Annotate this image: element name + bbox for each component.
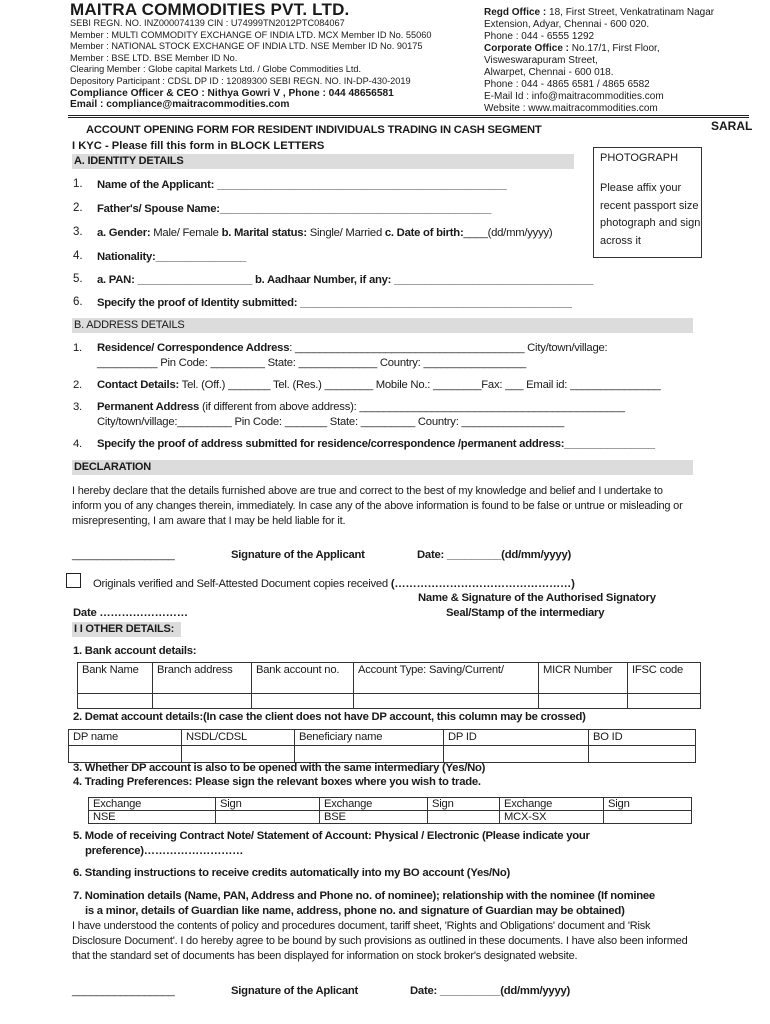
bo-id-input[interactable] (589, 746, 696, 763)
bse-sign-box[interactable] (428, 811, 500, 824)
contract-note-mode-preference[interactable]: preference)……………………… (85, 845, 244, 857)
table-header-cell: Bank Name (78, 663, 153, 694)
demat-details-table (68, 729, 696, 763)
permanent-address-line2[interactable]: City/town/village:_________ Pin Code: _______ State: _________ Country: _________________ (97, 416, 565, 428)
saral-label: SARAL (711, 119, 753, 133)
registration-line: Clearing Member : Globe capital Markets Ltd. / Globe Commodities Ltd. (70, 64, 362, 75)
item-number: 4. (73, 438, 82, 450)
understanding-declaration: I have understood the contents of policy and procedures document, tariff sheet, 'Rights and Obligations' document and 'Risk Disclosure Document'. I do hereby agree to be bound by such provisions as outlined in these documents. I have also been informed that the standard set of documents has been displayed for information on stock broker's designated website. (72, 920, 688, 962)
dp-account-question: 3. Whether DP account is also to be opened with the same intermediary (Yes/No) (73, 762, 486, 774)
corporate-office-line: Visweswarapuram Street, (484, 55, 598, 66)
compliance-email: Email : compliance@maitracommodities.com (70, 99, 290, 111)
final-signature-label: Signature of the Aplicant (231, 985, 359, 997)
applicant-signature-blank[interactable]: _________________ (72, 549, 175, 561)
photograph-box[interactable] (593, 147, 702, 258)
compliance-officer: Compliance Officer & CEO : Nithya Gowri V , Phone : 044 48656581 (70, 87, 394, 99)
registration-line: Depository Participant : CDSL DP ID : 12089300 SEBI REGN. NO. IN-DP-430-2019 (70, 75, 411, 86)
table-row (69, 730, 696, 746)
final-signature-blank[interactable]: _________________ (72, 985, 175, 997)
regd-office-phone: Phone : 044 - 6555 1292 (484, 31, 595, 42)
section-heading: DECLARATION (74, 461, 152, 473)
company-registration-info (70, 18, 431, 111)
table-header-cell: Beneficiary name (295, 730, 444, 746)
item-number: 2. (73, 202, 83, 214)
table-header-cell: Exchange (500, 798, 604, 811)
item-number: 1. (73, 342, 82, 354)
header-divider (68, 117, 749, 118)
declaration-text: I hereby declare that the details furnished above are true and correct to the best of my knowledge and belief and I undertake to inform you of any changes therein, immediately. In case any of the above information is found to be false or untrue or misleading or misrepresenting, I am aware that I may be held liable for it. (72, 485, 683, 527)
section-address-details (72, 318, 693, 333)
registration-line: SEBI REGN. NO. INZ000074139 CIN : U74999TN2012PTC084067 (70, 18, 345, 28)
office-addresses (484, 7, 714, 115)
beneficiary-name-input[interactable] (295, 746, 444, 763)
bank-name-input[interactable] (78, 694, 153, 709)
company-name: MAITRA COMMODITIES PVT. LTD. (70, 0, 350, 19)
regd-office-line: 18, First Street, Venkatratinam Nagar (546, 7, 715, 18)
table-row[interactable] (69, 746, 696, 763)
branch-address-input[interactable] (153, 694, 252, 709)
item-number: 3. (73, 401, 82, 413)
ifsc-input[interactable] (628, 694, 701, 709)
registration-line: Member : MULTI COMMODITY EXCHANGE OF INDIA LTD. MCX Member ID No. 55060 (70, 29, 432, 40)
table-header-cell: Exchange (89, 798, 216, 811)
website: Website : www.maitracommodities.com (484, 103, 658, 114)
corporate-office-line: Alwarpet, Chennai - 600 018. (484, 67, 614, 78)
table-header-cell: BO ID (589, 730, 696, 746)
identity-proof-field[interactable]: Specify the proof of Identity submitted: _____________________________________________ (97, 297, 572, 309)
item-number: 3. (73, 226, 83, 238)
trading-preferences-table (88, 797, 692, 824)
exchange-nse-label: NSE (89, 811, 216, 824)
account-type-input[interactable] (354, 694, 539, 709)
table-header-cell: Exchange (320, 798, 428, 811)
photograph-instructions: Please affix your recent passport size photograph and sign across it (600, 182, 701, 247)
table-row (78, 663, 701, 694)
originals-verified-checkbox[interactable] (66, 573, 81, 588)
exchange-bse-label: BSE (320, 811, 428, 824)
section-heading: A. IDENTITY DETAILS (74, 155, 184, 167)
intermediary-date-field[interactable]: Date …………………… (73, 607, 188, 619)
regd-office-label: Regd Office : (484, 7, 547, 18)
form-title: ACCOUNT OPENING FORM FOR RESIDENT INDIVIDUALS TRADING IN CASH SEGMENT (86, 124, 542, 136)
table-row (89, 798, 692, 811)
address-proof-field[interactable]: Specify the proof of address submitted for residence/correspondence /permanent address:_______________ (97, 438, 655, 450)
originals-verified-text: Originals verified and Self-Attested Document copies received (…………………………………………) (93, 578, 575, 590)
table-row[interactable] (78, 694, 701, 709)
section-heading: I I OTHER DETAILS: (74, 623, 175, 635)
standing-instructions-question: 6. Standing instructions to receive credits automatically into my BO account (Yes/No) (73, 867, 511, 879)
nse-sign-box[interactable] (216, 811, 320, 824)
micr-input[interactable] (539, 694, 628, 709)
corporate-office-label: Corporate Office : (484, 43, 570, 54)
applicant-signature-label: Signature of the Applicant (231, 549, 365, 561)
table-header-cell: Bank account no. (252, 663, 354, 694)
bank-details-table (77, 662, 701, 709)
photograph-title: PHOTOGRAPH (600, 152, 679, 164)
dp-name-input[interactable] (69, 746, 182, 763)
applicant-signature-date[interactable]: Date: _________(dd/mm/yyyy) (417, 549, 572, 561)
final-signature-date[interactable]: Date: __________(dd/mm/yyyy) (410, 985, 571, 997)
father-spouse-name-field[interactable]: Father's/ Spouse Name:_____________________________________________ (97, 203, 492, 215)
table-header-cell: NSDL/CDSL (182, 730, 295, 746)
residence-address-line2[interactable]: __________ Pin Code: _________ State: _____________ Country: _________________ (97, 357, 527, 369)
nationality-field[interactable]: Nationality:_______________ (97, 251, 247, 263)
nomination-details-question-line2: is a minor, details of Guardian like name, address, phone no. and signature of Guardian may be obtained) (85, 905, 625, 917)
section-other-details (72, 622, 181, 637)
header-divider (68, 115, 749, 116)
mcx-sign-box[interactable] (604, 811, 692, 824)
item-number: 4. (73, 250, 83, 262)
table-header-cell: DP ID (444, 730, 589, 746)
item-number: 6. (73, 296, 83, 308)
table-header-cell: Account Type: Saving/Current/ (354, 663, 539, 694)
registration-line: Member : BSE LTD. BSE Member ID No. (70, 52, 238, 63)
table-header-cell: IFSC code (628, 663, 701, 694)
table-header-cell: MICR Number (539, 663, 628, 694)
registration-line: Member : NATIONAL STOCK EXCHANGE OF INDIA LTD. NSE Member ID No. 90175 (70, 41, 423, 52)
declaration-band (72, 460, 693, 475)
corporate-office-line: No.17/1, First Floor, (569, 43, 660, 54)
applicant-name-field[interactable]: Name of the Applicant: ________________________________________________ (97, 179, 507, 191)
table-header-cell: Sign (428, 798, 500, 811)
gender-marital-dob-field[interactable]: a. Gender: Male/ Female b. Marital status: Single/ Married c. Date of birth:____(dd/mm/yyyy) (97, 227, 553, 239)
section-heading: B. ADDRESS DETAILS (74, 319, 185, 331)
permanent-address-field[interactable]: Permanent Address (if different from above address): ____________________________________________ (97, 401, 625, 413)
dp-id-input[interactable] (444, 746, 589, 763)
bank-heading: 1. Bank account details: (73, 645, 197, 657)
table-row[interactable] (89, 811, 692, 824)
bank-account-input[interactable] (252, 694, 354, 709)
item-number: 5. (73, 273, 83, 285)
authorised-signatory-label: Name & Signature of the Authorised Signatory (418, 592, 656, 604)
table-header-cell: DP name (69, 730, 182, 746)
section-identity-details (72, 154, 574, 169)
residence-address-field[interactable]: Residence/ Correspondence Address: ______________________________________ City/town/village: (97, 342, 608, 354)
item-number: 1. (73, 178, 83, 190)
nomination-details-question: 7. Nomination details (Name, PAN, Address and Phone no. of nominee); relationship with the nominee (If nominee (73, 890, 655, 902)
trading-preferences-heading: 4. Trading Preferences: Please sign the relevant boxes where you wish to trade. (73, 776, 481, 788)
pan-aadhaar-field[interactable]: a. PAN: ___________________ b. Aadhaar Number, if any: _________________________________ (97, 274, 594, 286)
nsdl-cdsl-input[interactable] (182, 746, 295, 763)
corporate-office-phone: Phone : 044 - 4865 6581 / 4865 6582 (484, 79, 650, 90)
seal-stamp-label: Seal/Stamp of the intermediary (446, 607, 605, 619)
kyc-instruction: I KYC - Please fill this form in BLOCK LETTERS (72, 140, 325, 152)
table-header-cell: Sign (216, 798, 320, 811)
contract-note-mode-question[interactable]: 5. Mode of receiving Contract Note/ Statement of Account: Physical / Electronic (Please indicate your (73, 830, 590, 842)
regd-office-line: Extension, Adyar, Chennai - 600 020. (484, 19, 650, 30)
demat-heading: 2. Demat account details:(In case the client does not have DP account, this column may be crossed) (73, 711, 586, 723)
table-header-cell: Sign (604, 798, 692, 811)
item-number: 2. (73, 379, 82, 391)
contact-details-field[interactable]: Contact Details: Tel. (Off.) _______ Tel. (Res.) ________ Mobile No.: ________Fax: ___ Email id: _______________ (97, 379, 661, 391)
corporate-office-email: E-Mail Id : info@maitracommodities.com (484, 91, 664, 102)
exchange-mcx-label: MCX-SX (500, 811, 604, 824)
table-header-cell: Branch address (153, 663, 252, 694)
